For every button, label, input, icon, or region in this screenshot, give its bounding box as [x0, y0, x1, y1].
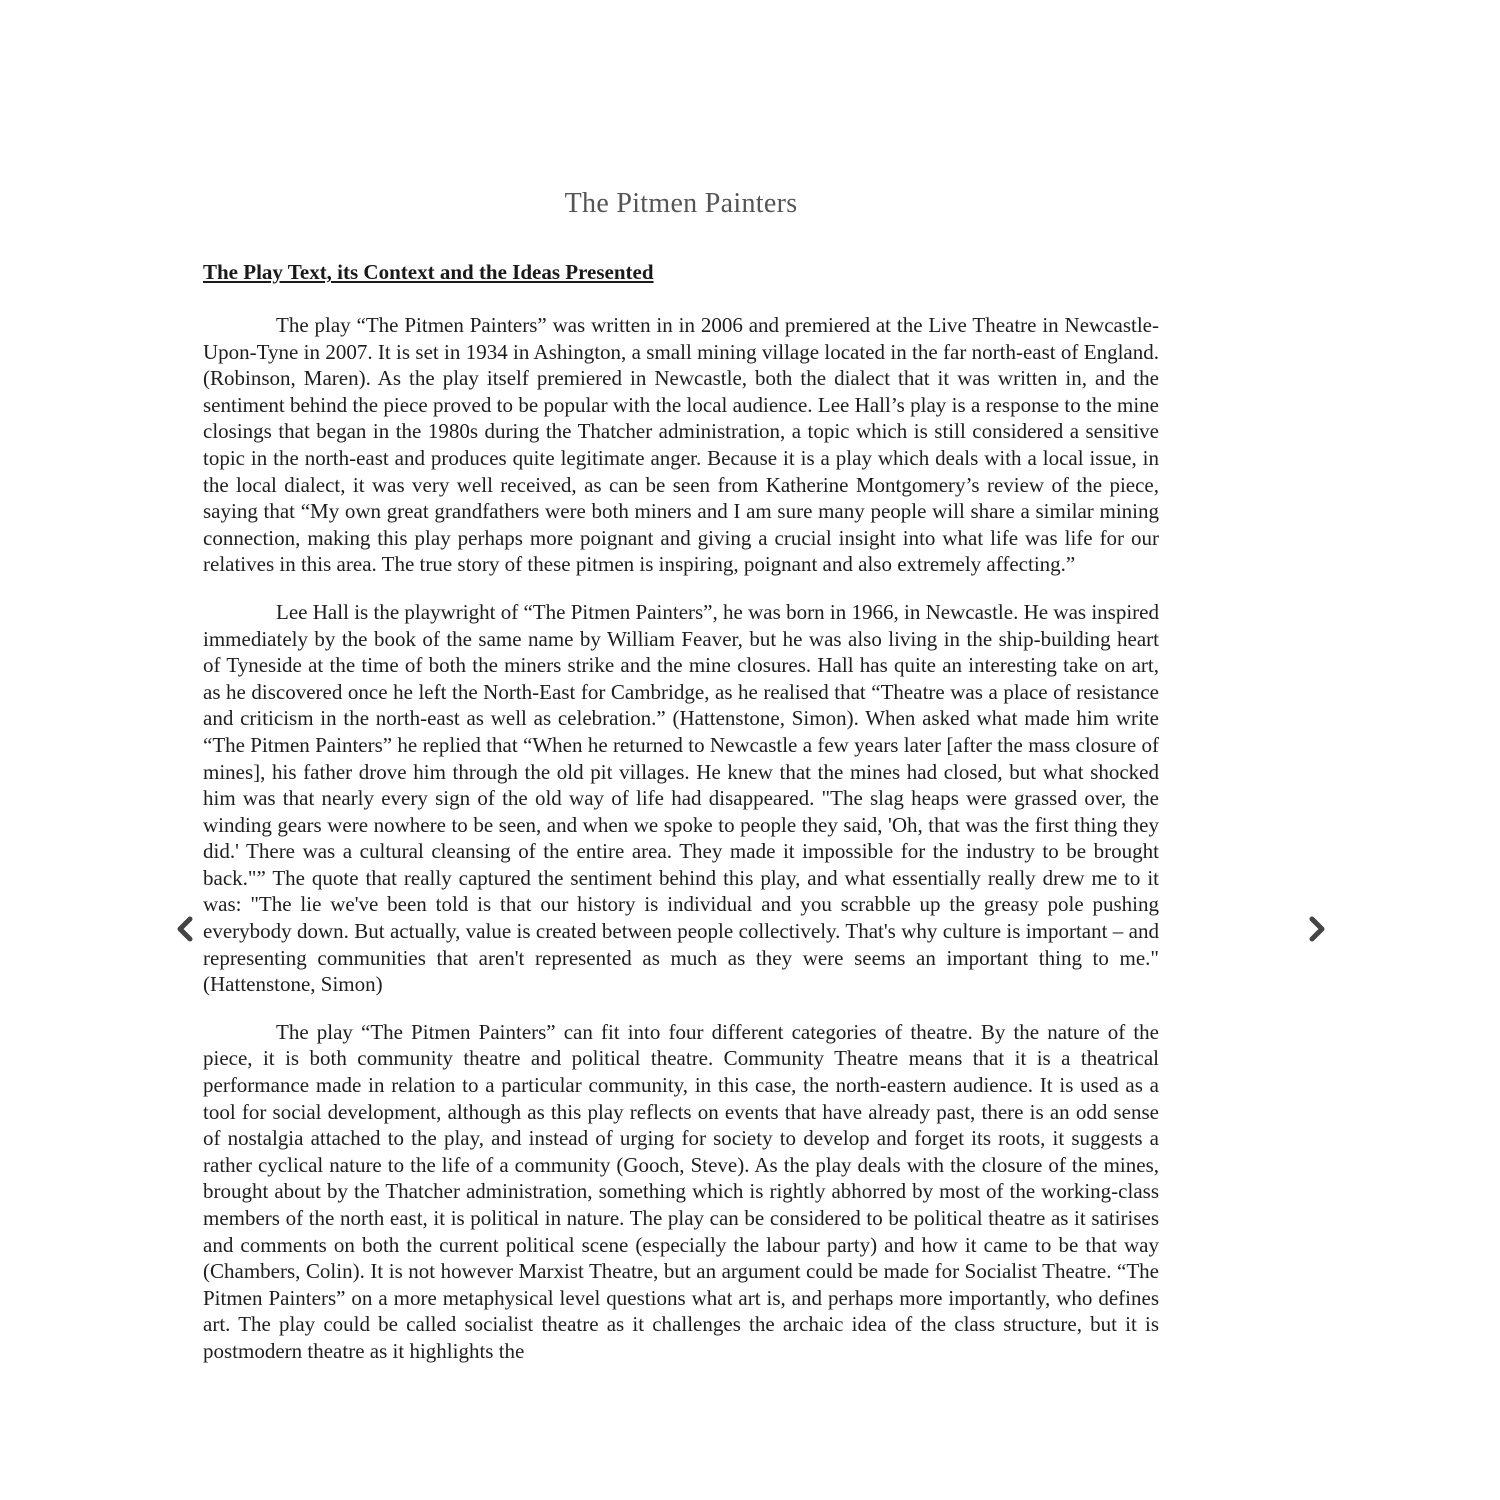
chevron-left-icon: [175, 916, 195, 942]
document-page: [203, 180, 1159, 1365]
previous-page-button[interactable]: [173, 914, 197, 944]
paragraph-1: The play “The Pitmen Painters” was written in in 2006 and premiered at the Live Theatre in Newcastle-Upon-Tyne in 2007. It is set in 1934 in Ashington, a small mining village located in the far north-east of England. (Robinson, Maren). As the play itself premiered in Newcastle, both the dialect that it was written in, and the sentiment behind the piece proved to be popular with the local audience. Lee Hall’s play is a response to the mine closings that began in the 1980s during the Thatcher administration, a topic which is still considered a sensitive topic in the north-east and produces quite legitimate anger. Because it is a play which deals with a local issue, in the local dialect, it was very well received, as can be seen from Katherine Montgomery’s review of the piece, saying that “My own great grandfathers were both miners and I am sure many people will share a similar mining connection, making this play perhaps more poignant and giving a crucial insight into what life was life for our relatives in this area. The true story of these pitmen is inspiring, poignant and also extremely affecting.”: [203, 313, 1159, 577]
section-heading: The Play Text, its Context and the Ideas Presented: [203, 260, 654, 284]
document-title: The Pitmen Painters: [564, 188, 798, 219]
paragraph-2: Lee Hall is the playwright of “The Pitmen Painters”, he was born in 1966, in Newcastle. He was inspired immediately by the book of the same name by William Feaver, but he was also living in the ship-building heart of Tyneside at the time of both the miners strike and the mine closures. Hall has quite an interesting take on art, as he discovered once he left the North-East for Cambridge, as he realised that “Theatre was a place of resistance and criticism in the north-east as well as celebration.” (Hattenstone, Simon). When asked what made him write “The Pitmen Painters” he replied that “When he returned to Newcastle a few years later [after the mass closure of mines], his father drove him through the old pit villages. He knew that the mines had closed, but what shocked him was that nearly every sign of the old way of life had disappeared. "The slag heaps were grassed over, the winding gears were nowhere to be seen, and when we spoke to people they said, 'Oh, that was the first thing they did.' There was a cultural cleansing of the entire area. They made it impossible for the industry to be brought back."” The quote that really captured the sentiment behind this play, and what essentially really drew me to it was: "The lie we've been told is that our history is individual and you scrabble up the greasy pole pushing everybody down. But actually, value is created between people collectively. That's why culture is important – and representing communities that aren't represented as much as they were seems an important thing to me." (Hattenstone, Simon): [203, 599, 1159, 997]
next-page-button[interactable]: [1305, 914, 1329, 944]
chevron-right-icon: [1307, 916, 1327, 942]
paragraph-3: The play “The Pitmen Painters” can fit into four different categories of theatre. By the nature of the piece, it is both community theatre and political theatre. Community Theatre means that it is a theatrical performance made in relation to a particular community, in this case, the north-eastern audience. It is used as a tool for social development, although as this play reflects on events that have already past, there is an odd sense of nostalgia attached to the play, and instead of urging for society to develop and forget its roots, it suggests a rather cyclical nature to the life of a community (Gooch, Steve). As the play deals with the closure of the mines, brought about by the Thatcher administration, something which is rightly abhorred by most of the working-class members of the north east, it is political in nature. The play can be considered to be political theatre as it satirises and comments on both the current political scene (especially the labour party) and how it came to be that way (Chambers, Colin). It is not however Marxist Theatre, but an argument could be made for Socialist Theatre. “The Pitmen Painters” on a more metaphysical level questions what art is, and perhaps more importantly, who defines art. The play could be called socialist theatre as it challenges the archaic idea of the class structure, but it is postmodern theatre as it highlights the: [203, 1019, 1159, 1363]
